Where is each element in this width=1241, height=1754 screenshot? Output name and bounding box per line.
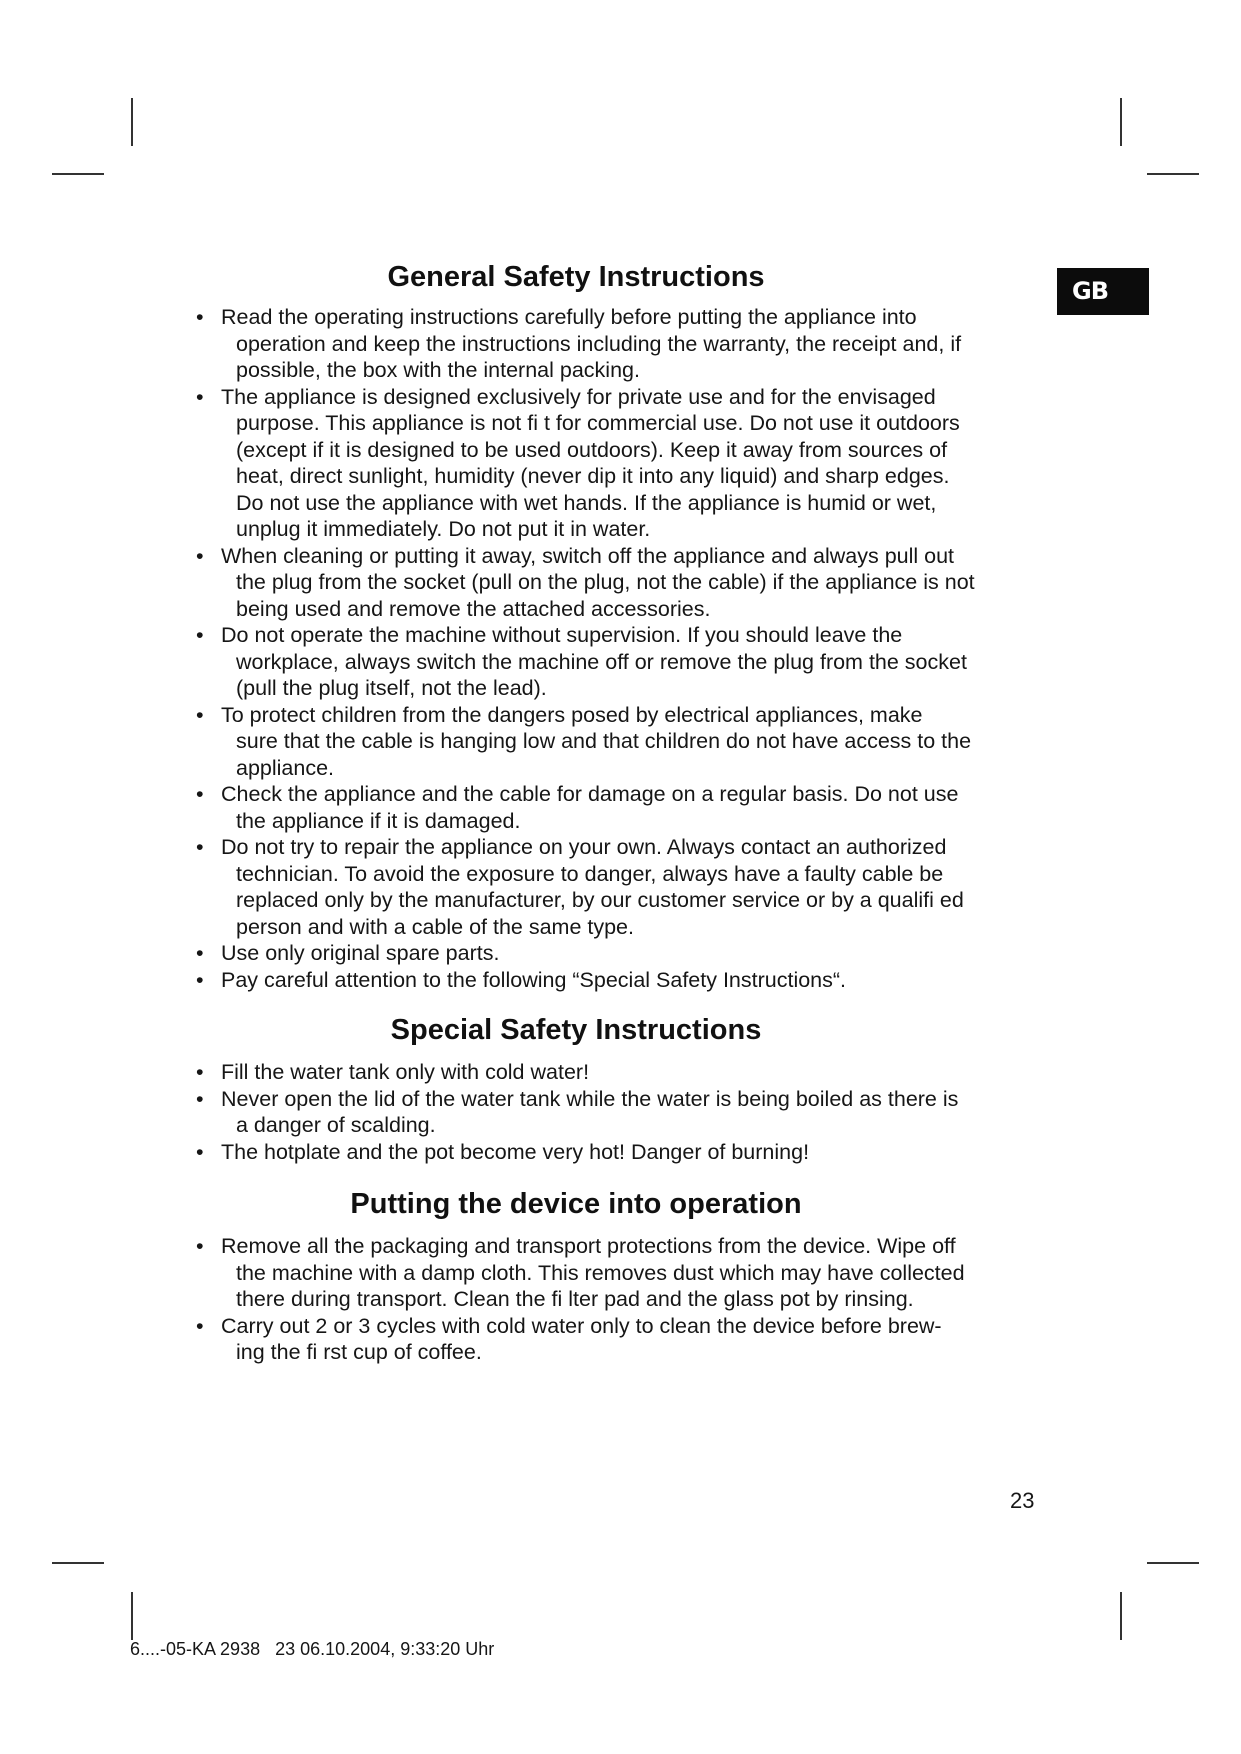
bullet-icon: • [196, 782, 204, 806]
crop-mark-bottom-left-horizontal [52, 1562, 104, 1564]
list-item: • Check the appliance and the cable for damage on a regular basis. Do not use the appliance if it is damaged. [196, 782, 959, 833]
crop-mark-top-left-vertical [131, 98, 133, 146]
bullet-icon: • [196, 967, 204, 992]
bullet-icon: • [196, 941, 204, 965]
bullet-icon: • [196, 305, 204, 329]
list-item: • The hotplate and the pot become very hot! Danger of burning! [196, 1139, 810, 1164]
crop-mark-top-left-horizontal [52, 173, 104, 175]
page-number: 23 [1010, 1488, 1035, 1513]
crop-mark-bottom-right-vertical [1120, 1592, 1122, 1640]
list-item: • Remove all the packaging and transport protections from the device. Wipe off the machine with a damp cloth. This removes dust which may have collected there during transport. Clean the fi lter pad and the glass pot by rinsing. [196, 1234, 965, 1311]
bullet-icon: • [196, 384, 204, 409]
list-item: • The appliance is designed exclusively for private use and for the envisaged purpose. This appliance is not fi t for commercial use. Do not use it outdoors (except if it is designed to be used outdoors). Keep it away from sources of heat, direct sunlight, humidity (never dip it into any liquid) and sharp edges. Do not use the appliance with wet hands. If the appliance is humid or wet, unplug it immediately. Do not put it in water. [196, 384, 960, 541]
bullet-icon: • [196, 1060, 204, 1084]
list-item: • Fill the water tank only with cold water! [196, 1060, 590, 1084]
general-safety-list [196, 304, 1056, 993]
bullet-icon: • [196, 702, 204, 727]
list-item: • Do not try to repair the appliance on your own. Always contact an authorized technician. To avoid the exposure to danger, always have a faulty cable be replaced only by the manufacturer, by our customer service or by a qualifi ed person and with a cable of the same type. [196, 835, 964, 939]
crop-mark-bottom-right-horizontal [1147, 1562, 1199, 1564]
section-title-special-safety: Special Safety Instructions [390, 1014, 762, 1046]
bullet-icon: • [196, 623, 204, 647]
language-tab: GB [1057, 268, 1149, 315]
document-body [196, 260, 1056, 1366]
section-title-general-safety: General Safety Instructions [387, 261, 765, 293]
special-safety-list [196, 1059, 1056, 1165]
list-item: • Never open the lid of the water tank while the water is being boiled as there is a danger of scalding. [196, 1086, 959, 1137]
crop-mark-top-right-vertical [1120, 98, 1122, 146]
list-item: • Do not operate the machine without supervision. If you should leave the workplace, always switch the machine off or remove the plug from the socket (pull the plug itself, not the lead). [196, 623, 967, 700]
list-item: • Pay careful attention to the following “Special Safety Instructions“. [196, 967, 847, 992]
bullet-icon: • [196, 1086, 204, 1111]
bullet-icon: • [196, 1139, 204, 1164]
list-item: • Carry out 2 or 3 cycles with cold water only to clean the device before brew- ing the fi rst cup of coffee. [196, 1313, 942, 1364]
list-item: • When cleaning or putting it away, switch off the appliance and always pull out the plug from the socket (pull on the plug, not the cable) if the appliance is not being used and remove the attached accessories. [196, 543, 975, 621]
bullet-icon: • [196, 543, 204, 568]
section-title-putting-into-operation: Putting the device into operation [350, 1188, 802, 1220]
crop-mark-bottom-left-vertical [131, 1592, 133, 1640]
operation-list [196, 1233, 1056, 1366]
bullet-icon: • [196, 1234, 204, 1258]
print-footer: 6....-05-KA 2938 23 06.10.2004, 9:33:20 Uhr [130, 1639, 495, 1659]
list-item: • Use only original spare parts. [196, 941, 500, 965]
list-item: • To protect children from the dangers posed by electrical appliances, make sure that the cable is hanging low and that children do not have access to the appliance. [196, 702, 972, 780]
list-item: • Read the operating instructions carefully before putting the appliance into operation and keep the instructions including the warranty, the receipt and, if possible, the box with the internal packing. [196, 305, 962, 382]
crop-mark-top-right-horizontal [1147, 173, 1199, 175]
bullet-icon: • [196, 835, 204, 859]
bullet-icon: • [196, 1313, 204, 1338]
